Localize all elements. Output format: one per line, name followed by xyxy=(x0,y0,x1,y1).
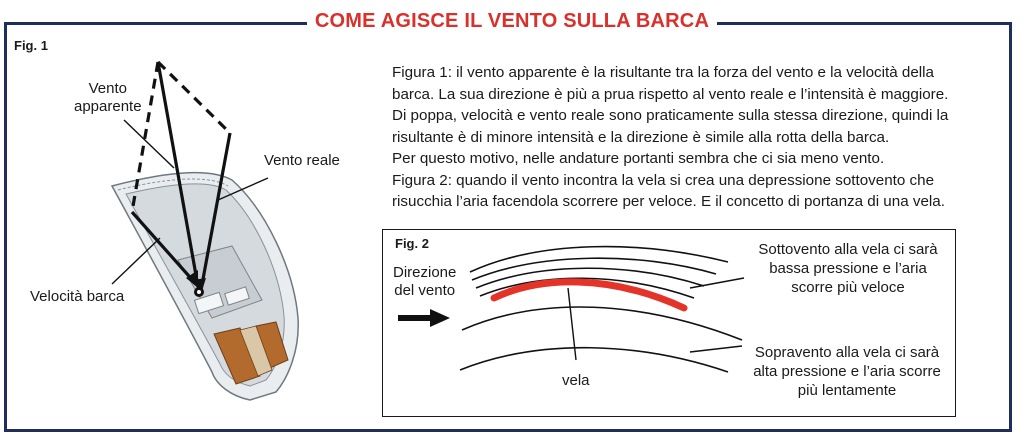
label-sopravento xyxy=(740,343,954,400)
page-title: COME AGISCE IL VENTO SULLA BARCA xyxy=(307,10,717,33)
label-velocita-barca: Velocità barca xyxy=(30,288,125,305)
caption-line: risucchia l’aria facendola scorrere per veloce. E il concetto di portanza di una vela. xyxy=(392,193,945,210)
label-direzione-vento xyxy=(393,264,456,300)
caption-line: Figura 1: il vento apparente è la risultante tra la forza del vento e la velocità della xyxy=(392,64,935,81)
caption-line: barca. La sua direzione è più a prua rispetto al vento reale e l’intensità è maggiore. xyxy=(392,85,949,103)
caption-line: Figura 2: quando il vento incontra la vela si crea una depressione sottovento che xyxy=(392,171,935,189)
caption-line: Per questo motivo, nelle andature portanti sembra che ci sia meno vento. xyxy=(392,150,885,167)
label-sopravento-line: più lentamente xyxy=(797,382,897,399)
label-vento-apparente-line2: apparente xyxy=(74,98,142,115)
label-direzione-line1: Direzione xyxy=(393,264,457,281)
label-vento-reale: Vento reale xyxy=(264,152,340,169)
leader-vela xyxy=(568,288,576,360)
label-sottovento-line: scorre più veloce xyxy=(791,279,905,296)
label-sottovento-line: bassa pressione e l’aria xyxy=(769,260,927,277)
label-sopravento-line: alta pressione e l’aria scorre xyxy=(753,363,941,380)
flow-line-lower xyxy=(460,348,728,372)
flow-line-lower xyxy=(462,307,742,340)
wind-direction-arrowhead xyxy=(430,309,450,327)
label-sottovento xyxy=(748,240,948,297)
label-vento-apparente-line1: Vento xyxy=(88,80,127,97)
fig2-label: Fig. 2 xyxy=(395,236,429,251)
label-sopravento-line: Sopravento alla vela ci sarà xyxy=(754,344,940,361)
fig1-label: Fig. 1 xyxy=(14,38,48,53)
label-sottovento-line: Sottovento alla vela ci sarà xyxy=(758,241,938,258)
label-vela: vela xyxy=(562,372,590,389)
leader-sottovento xyxy=(690,278,744,288)
caption-line: risultante è di minore intensità e la direzione è simile alla rotta della barca. xyxy=(392,128,890,146)
caption-line: Di poppa, velocità e vento reale sono praticamente sulla stessa direzione, quindi la xyxy=(392,107,949,124)
sail xyxy=(494,282,684,308)
label-direzione-line2: del vento xyxy=(394,282,456,299)
leader-sopravento xyxy=(690,346,742,352)
